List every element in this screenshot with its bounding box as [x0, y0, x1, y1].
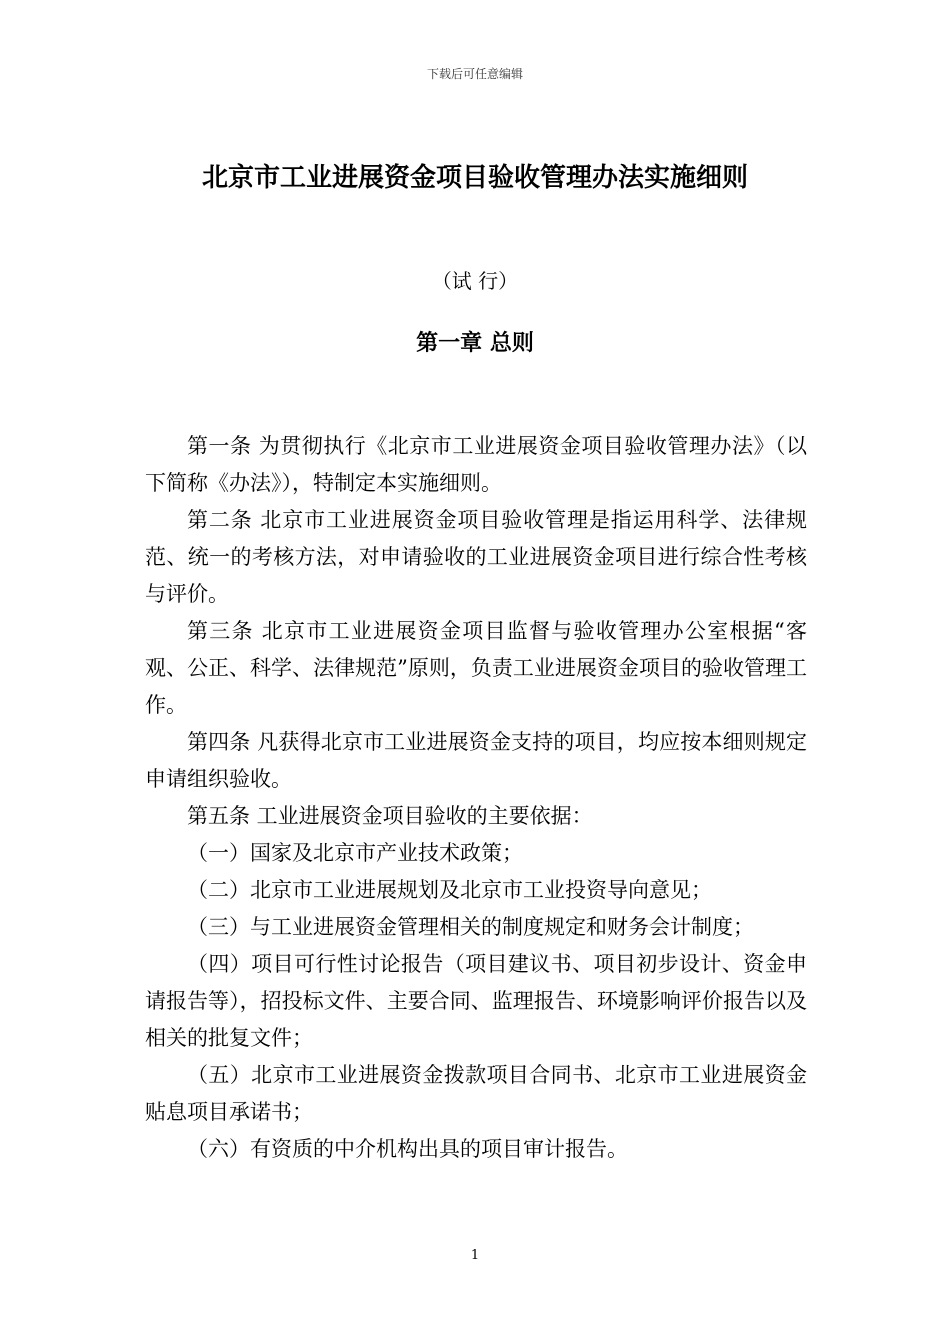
document-body	[145, 428, 807, 1168]
document-title: 北京市工业进展资金项目验收管理办法实施细则	[201, 163, 748, 193]
basis-item-6: （六）有资质的中介机构出具的项目审计报告。	[187, 1137, 628, 1161]
article-4: 第四条 凡获得北京市工业进展资金支持的项目，均应按本细则规定申请组织验收。	[145, 730, 807, 791]
article-3: 第三条 北京市工业进展资金项目监督与验收管理办公室根据“客观、公正、科学、法律规范”原则，负责工业进展资金项目的验收管理工作。	[145, 619, 807, 717]
basis-item-4: （四）项目可行性讨论报告（项目建议书、项目初步设计、资金申请报告等），招投标文件、主要合同、监理报告、环境影响评价报告以及相关的批复文件；	[145, 952, 807, 1050]
article-2: 第二条 北京市工业进展资金项目验收管理是指运用科学、法律规范、统一的考核方法，对申请验收的工业进展资金项目进行综合性考核与评价。	[145, 508, 807, 606]
page-number: 1	[470, 1248, 480, 1263]
article-1: 第一条 为贯彻执行《北京市工业进展资金项目验收管理办法》（以下简称《办法》），特制定本实施细则。	[145, 434, 807, 495]
document-subtitle: （试 行）	[431, 269, 519, 293]
page-header-note: 下载后可任意编辑	[426, 67, 523, 81]
basis-item-5: （五）北京市工业进展资金拨款项目合同书、北京市工业进展资金贴息项目承诺书；	[145, 1063, 807, 1124]
article-5: 第五条 工业进展资金项目验收的主要依据：	[187, 804, 593, 828]
chapter-heading: 第一章 总则	[416, 331, 534, 356]
basis-item-3: （三）与工业进展资金管理相关的制度规定和财务会计制度；	[187, 915, 754, 939]
basis-item-2: （二）北京市工业进展规划及北京市工业投资导向意见；	[187, 878, 712, 902]
basis-item-1: （一）国家及北京市产业技术政策；	[187, 841, 523, 865]
